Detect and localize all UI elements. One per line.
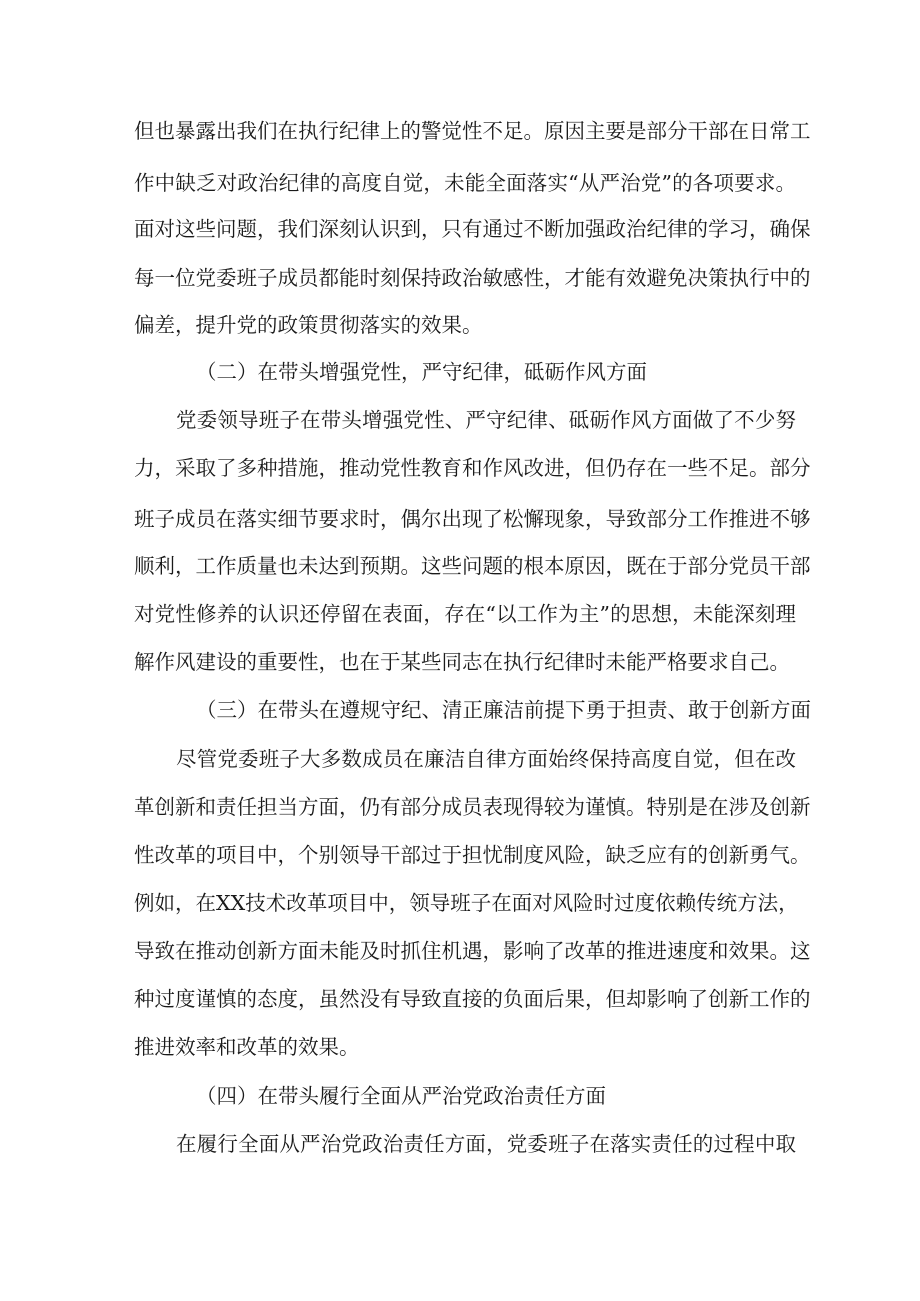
paragraph-line: 党委领导班子在带头增强党性、严守纪律、砥砺作风方面做了不少努 (176, 408, 796, 432)
paragraph-line: 在履行全面从严治党政治责任方面，党委班子在落实责任的过程中取 (176, 1132, 796, 1156)
paragraph-line: 推进效率和改革的效果。 (134, 1035, 360, 1059)
paragraph-line: 性改革的项目中，个别领导干部过于担忧制度风险，缺乏应有的创新勇气。 (134, 843, 811, 867)
paragraph-line: 种过度谨慎的态度，虽然没有导致直接的负面后果，但却影响了创新工作的 (134, 987, 811, 1011)
paragraph-line: 但也暴露出我们在执行纪律上的警觉性不足。原因主要是部分干部在日常工 (134, 119, 811, 143)
paragraph-line: 顺利，工作质量也未达到预期。这些问题的根本原因，既在于部分党员干部 (134, 554, 811, 578)
paragraph-line: 例如，在XX技术改革项目中，领导班子在面对风险时过度依赖传统方法， (134, 891, 799, 915)
paragraph-line: 对党性修养的认识还停留在表面，存在“以工作为主”的思想，未能深刻理 (134, 602, 796, 626)
section-heading-4: （四）在带头履行全面从严治党政治责任方面 (196, 1084, 606, 1108)
paragraph-line: 面对这些问题，我们深刻认识到，只有通过不断加强政治纪律的学习，确保 (134, 217, 811, 241)
section-heading-3: （三）在带头在遵规守纪、清正廉洁前提下勇于担责、敢于创新方面 (196, 698, 811, 722)
paragraph-line: 每一位党委班子成员都能时刻保持政治敏感性，才能有效避免决策执行中的 (134, 266, 811, 290)
paragraph-line: 班子成员在落实细节要求时，偶尔出现了松懈现象，导致部分工作推进不够 (134, 507, 811, 531)
section-heading-2: （二）在带头增强党性，严守纪律，砥砺作风方面 (196, 360, 647, 384)
paragraph-line: 尽管党委班子大多数成员在廉洁自律方面始终保持高度自觉，但在改 (176, 747, 796, 771)
paragraph-line: 解作风建设的重要性，也在于某些同志在执行纪律时未能严格要求自己。 (134, 650, 790, 674)
paragraph-line: 偏差，提升党的政策贯彻落实的效果。 (134, 313, 483, 337)
paragraph-line: 力，采取了多种措施，推动党性教育和作风改进，但仍存在一些不足。部分 (134, 456, 811, 480)
paragraph-line: 革创新和责任担当方面，仍有部分成员表现得较为谨慎。特别是在涉及创新 (134, 795, 811, 819)
paragraph-line: 作中缺乏对政治纪律的高度自觉，未能全面落实“从严治党”的各项要求。 (134, 171, 796, 195)
paragraph-line: 导致在推动创新方面未能及时抓住机遇，影响了改革的推进速度和效果。这 (134, 939, 811, 963)
